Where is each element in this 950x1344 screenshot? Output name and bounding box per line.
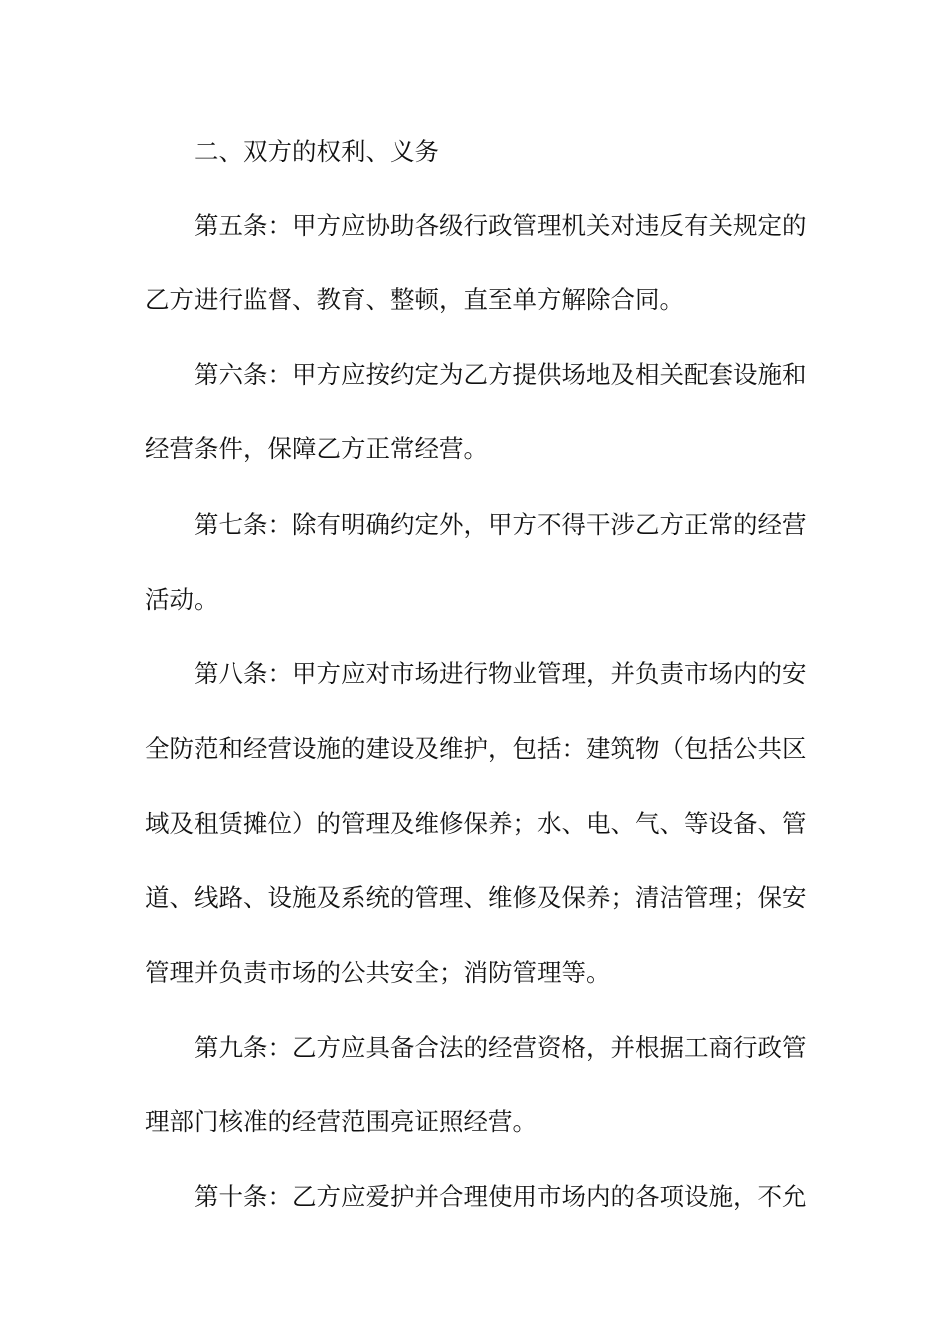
article-6-line-2: 经营条件，保障乙方正常经营。 <box>145 434 488 463</box>
article-8-line-5: 管理并负责市场的公共安全；消防管理等。 <box>145 958 611 987</box>
article-8-line-3: 域及租赁摊位）的管理及维修保养；水、电、气、等设备、管 <box>145 809 807 838</box>
section-heading: 二、双方的权利、义务 <box>194 137 439 166</box>
article-9-line-1: 第九条：乙方应具备合法的经营资格，并根据工商行政管 <box>194 1033 807 1062</box>
article-5-line-1: 第五条：甲方应协助各级行政管理机关对违反有关规定的 <box>194 211 807 240</box>
article-8-line-4: 道、线路、设施及系统的管理、维修及保养；清洁管理；保安 <box>145 883 807 912</box>
article-10-line-1: 第十条：乙方应爱护并合理使用市场内的各项设施，不允 <box>194 1182 807 1211</box>
article-8-line-2: 全防范和经营设施的建设及维护，包括：建筑物（包括公共区 <box>145 734 807 763</box>
article-7-line-2: 活动。 <box>145 585 219 614</box>
article-6-line-1: 第六条：甲方应按约定为乙方提供场地及相关配套设施和 <box>194 360 807 389</box>
article-5-line-2: 乙方进行监督、教育、整顿，直至单方解除合同。 <box>145 285 684 314</box>
article-9-line-2: 理部门核准的经营范围亮证照经营。 <box>145 1107 537 1136</box>
article-7-line-1: 第七条：除有明确约定外，甲方不得干涉乙方正常的经营 <box>194 510 807 539</box>
article-8-line-1: 第八条：甲方应对市场进行物业管理，并负责市场内的安 <box>194 659 807 688</box>
